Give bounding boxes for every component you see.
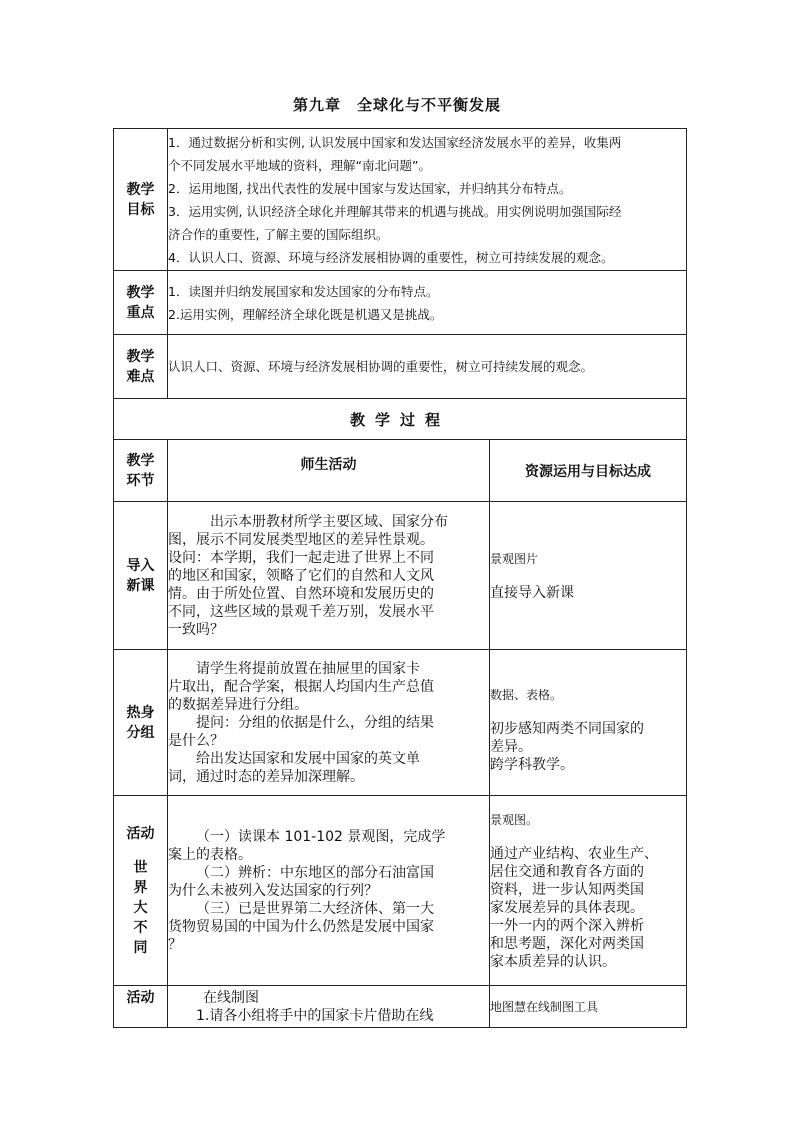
activity1-stage-char: 世 xyxy=(133,859,148,876)
warmup-activity-line: 片取出，配合学案，根据人均国内生产总值 xyxy=(168,678,434,695)
activity2-activity xyxy=(168,986,490,1028)
activity1-resource-line: 一外一内的两个深入辨析 xyxy=(490,917,644,934)
warmup-activity-line: 请学生将提前放置在抽屉里的国家卡 xyxy=(196,660,420,677)
key-point-line: 2.运用实例，理解经济全球化既是机遇又是挑战。 xyxy=(168,306,443,322)
activity-column-header: 师生活动 xyxy=(168,440,490,502)
warmup-activity xyxy=(168,650,490,796)
key-point-line: 1．读图并归纳发展国家和发达国家的分布特点。 xyxy=(168,283,439,299)
objectives-content xyxy=(168,129,687,271)
activity1-activity-line: 货物贸易国的中国为什么仍然是发展中国家 xyxy=(168,918,434,935)
stage-column-header xyxy=(114,440,168,502)
warmup-stage-line: 分组 xyxy=(126,724,155,741)
activity1-stage-char: 大 xyxy=(133,899,148,916)
intro-row xyxy=(114,502,687,650)
activity1-activity-line: （二）辨析：中东地区的部分石油富国 xyxy=(196,864,434,881)
intro-stage xyxy=(114,502,168,650)
key-points-content xyxy=(168,271,687,335)
activity1-resource-line: 资料，进一步认知两类国 xyxy=(490,881,644,898)
activity1-stage-char: 界 xyxy=(133,879,148,896)
intro-activity-line: 出示本册教材所学主要区域、国家分布 xyxy=(210,513,448,530)
activity1-resource-line: 家本质差异的认识。 xyxy=(490,953,616,970)
key-points-label-line: 重点 xyxy=(126,304,155,321)
intro-activity-line: 情。由于所处位置、自然环境和发展历史的 xyxy=(168,585,434,602)
activity2-resource-line: 地图慧在线制图工具 xyxy=(490,999,599,1014)
key-points-label-line: 教学 xyxy=(126,284,155,301)
objectives-row xyxy=(114,129,687,271)
activity1-resource xyxy=(490,796,687,986)
activity1-activity-line: （一）读课本 101-102 景观图，完成学 xyxy=(196,828,446,845)
objective-line: 2．运用地图, 找出代表性的发展中国家与发达国家，并归纳其分布特点。 xyxy=(168,180,572,196)
intro-activity-line: 设问：本学期，我们一起走进了世界上不同 xyxy=(168,549,434,566)
key-points-label xyxy=(114,271,168,335)
difficulty-label-line: 教学 xyxy=(126,348,155,365)
warmup-activity-line: 是什么？ xyxy=(168,732,224,749)
warmup-activity-line: 的数据差异进行分组。 xyxy=(168,696,308,713)
activity1-activity-line: ？ xyxy=(168,936,182,953)
activity2-activity-line: 1.请各小组将手中的国家卡片借助在线 xyxy=(196,1007,434,1024)
process-title: 教学过程 xyxy=(114,399,687,440)
intro-activity-line: 的地区和国家，领略了它们的自然和人文风 xyxy=(168,567,434,584)
intro-activity-line: 一致吗？ xyxy=(168,621,224,638)
intro-activity-line: 图，展示不同发展类型地区的差异性景观。 xyxy=(168,531,434,548)
activity1-activity-line: 案上的表格。 xyxy=(168,846,252,863)
activity2-stage-label: 活动 xyxy=(126,990,155,1006)
stage-header-line: 环节 xyxy=(126,472,155,489)
warmup-activity-line: 给出发达国家和发展中国家的英文单 xyxy=(196,750,420,767)
warmup-activity-line: 词，通过时态的差异加深理解。 xyxy=(168,768,364,785)
activity1-stage-label: 活动 xyxy=(126,825,155,842)
objective-line: 个不同发展水平地域的资料，理解“南北问题”。 xyxy=(168,157,431,173)
difficulty-row xyxy=(114,335,687,399)
resource-column-header: 资源运用与目标达成 xyxy=(490,440,687,502)
page-title: 第九章 全球化与不平衡发展 xyxy=(292,96,501,114)
objective-line: 3．运用实例, 认识经济全球化并理解其带来的机遇与挑战。用实例说明加强国际经 xyxy=(168,203,622,219)
warmup-row xyxy=(114,650,687,796)
key-points-row xyxy=(114,271,687,335)
difficulty-content xyxy=(168,335,687,399)
intro-activity xyxy=(168,502,490,650)
activity1-row xyxy=(114,796,687,986)
activity1-stage xyxy=(114,796,168,986)
warmup-activity-line: 提问：分组的依据是什么，分组的结果 xyxy=(196,714,434,731)
activity2-activity-line: 在线制图 xyxy=(203,989,259,1006)
activity1-resource-line: 通过产业结构、农业生产、 xyxy=(490,845,658,862)
activity2-stage xyxy=(114,986,168,1028)
objectives-label-line: 目标 xyxy=(126,201,155,218)
objectives-label-line: 教学 xyxy=(126,181,155,198)
activity2-resource xyxy=(490,986,687,1028)
activity1-activity-line: 为什么未被列入发达国家的行列？ xyxy=(168,882,378,899)
intro-resource-line: 景观图片 xyxy=(490,551,539,566)
process-title-row xyxy=(114,399,687,440)
activity1-activity xyxy=(168,796,490,986)
intro-resource xyxy=(490,502,687,650)
activity1-resource-line: 景观图。 xyxy=(490,812,539,827)
warmup-stage-line: 热身 xyxy=(126,704,155,721)
activity1-resource-line: 和思考题，深化对两类国 xyxy=(490,935,644,952)
activity1-resource-line: 居住交通和教育各方面的 xyxy=(490,863,644,880)
warmup-stage xyxy=(114,650,168,796)
difficulty-text: 认识人口、资源、环境与经济发展相协调的重要性，树立可持续发展的观念。 xyxy=(168,359,594,374)
objectives-label xyxy=(114,129,168,271)
activity1-activity-line: （三）已是世界第二大经济体、第一大 xyxy=(196,900,434,917)
warmup-resource-line: 初步感知两类不同国家的 xyxy=(490,720,644,737)
objective-line: 济合作的重要性, 了解主要的国际组织。 xyxy=(168,226,389,242)
difficulty-label xyxy=(114,335,168,399)
objective-line: 4．认识人口、资源、环境与经济发展相协调的重要性，树立可持续发展的观念。 xyxy=(168,249,614,265)
warmup-resource-line: 数据、表格。 xyxy=(490,687,563,702)
intro-resource-line: 直接导入新课 xyxy=(490,584,574,601)
warmup-resource xyxy=(490,650,687,796)
intro-activity-line: 不同，这些区域的景观千差万别，发展水平 xyxy=(168,603,434,620)
difficulty-label-line: 难点 xyxy=(126,368,155,385)
warmup-resource-line: 跨学科教学。 xyxy=(490,756,574,773)
intro-stage-line: 导入 xyxy=(126,557,155,574)
activity1-stage-char: 同 xyxy=(133,939,148,956)
activity2-row xyxy=(114,986,687,1028)
warmup-resource-line: 差异。 xyxy=(490,738,532,755)
activity1-stage-char: 不 xyxy=(133,919,148,936)
column-header-row xyxy=(114,440,687,502)
lesson-plan-table xyxy=(113,128,687,1028)
objective-line: 1．通过数据分析和实例, 认识发展中国家和发达国家经济发展水平的差异，收集两 xyxy=(168,134,622,150)
intro-stage-line: 新课 xyxy=(126,577,155,594)
activity1-resource-line: 家发展差异的具体表现。 xyxy=(490,899,644,916)
stage-header-line: 教学 xyxy=(126,452,155,469)
